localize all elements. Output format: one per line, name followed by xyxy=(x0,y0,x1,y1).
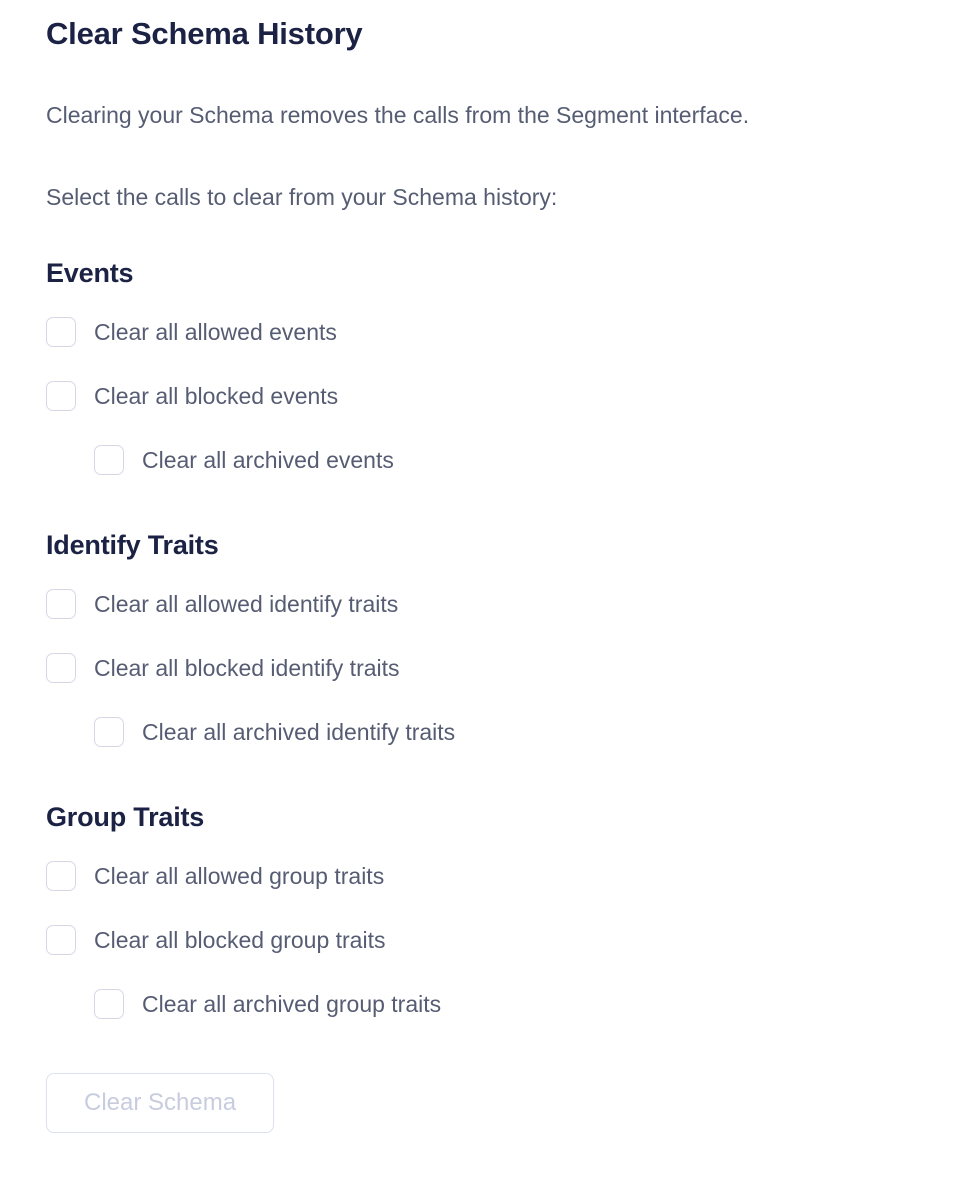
checkbox-clear-archived-identify-traits[interactable] xyxy=(94,717,124,747)
checkbox-clear-allowed-events[interactable] xyxy=(46,317,76,347)
checkbox-clear-allowed-group-traits[interactable] xyxy=(46,861,76,891)
clear-schema-button[interactable]: Clear Schema xyxy=(46,1073,274,1133)
checkbox-label-clear-archived-events[interactable]: Clear all archived events xyxy=(142,447,394,473)
checkbox-label-clear-blocked-identify-traits[interactable]: Clear all blocked identify traits xyxy=(94,655,400,681)
intro-text: Clearing your Schema removes the calls from the Segment interface. xyxy=(46,102,750,128)
section-identify-traits xyxy=(46,529,914,747)
checkbox-row xyxy=(46,381,914,411)
checkbox-row xyxy=(94,445,914,475)
checkbox-row xyxy=(94,989,914,1019)
checkbox-label-clear-allowed-group-traits[interactable]: Clear all allowed group traits xyxy=(94,863,385,889)
instruction-text: Select the calls to clear from your Schema history: xyxy=(46,184,558,210)
checkbox-row xyxy=(46,589,914,619)
section-group-traits xyxy=(46,801,914,1019)
section-heading-events: Events xyxy=(46,258,134,288)
checkbox-label-clear-blocked-group-traits[interactable]: Clear all blocked group traits xyxy=(94,927,386,953)
checkbox-clear-blocked-identify-traits[interactable] xyxy=(46,653,76,683)
checkbox-row xyxy=(94,717,914,747)
checkbox-label-clear-blocked-events[interactable]: Clear all blocked events xyxy=(94,383,339,409)
checkbox-clear-blocked-events[interactable] xyxy=(46,381,76,411)
checkbox-clear-archived-events[interactable] xyxy=(94,445,124,475)
checkbox-label-clear-allowed-events[interactable]: Clear all allowed events xyxy=(94,319,337,345)
checkbox-row xyxy=(46,317,914,347)
checkbox-row xyxy=(46,653,914,683)
section-heading-group-traits: Group Traits xyxy=(46,802,205,832)
checkbox-label-clear-archived-identify-traits[interactable]: Clear all archived identify traits xyxy=(142,719,456,745)
checkbox-label-clear-archived-group-traits[interactable]: Clear all archived group traits xyxy=(142,991,442,1017)
checkbox-row xyxy=(46,925,914,955)
checkbox-row xyxy=(46,861,914,891)
checkbox-clear-allowed-identify-traits[interactable] xyxy=(46,589,76,619)
checkbox-label-clear-allowed-identify-traits[interactable]: Clear all allowed identify traits xyxy=(94,591,399,617)
checkbox-clear-archived-group-traits[interactable] xyxy=(94,989,124,1019)
page-title: Clear Schema History xyxy=(46,16,363,51)
section-heading-identify-traits: Identify Traits xyxy=(46,530,219,560)
section-events xyxy=(46,257,914,475)
checkbox-clear-blocked-group-traits[interactable] xyxy=(46,925,76,955)
